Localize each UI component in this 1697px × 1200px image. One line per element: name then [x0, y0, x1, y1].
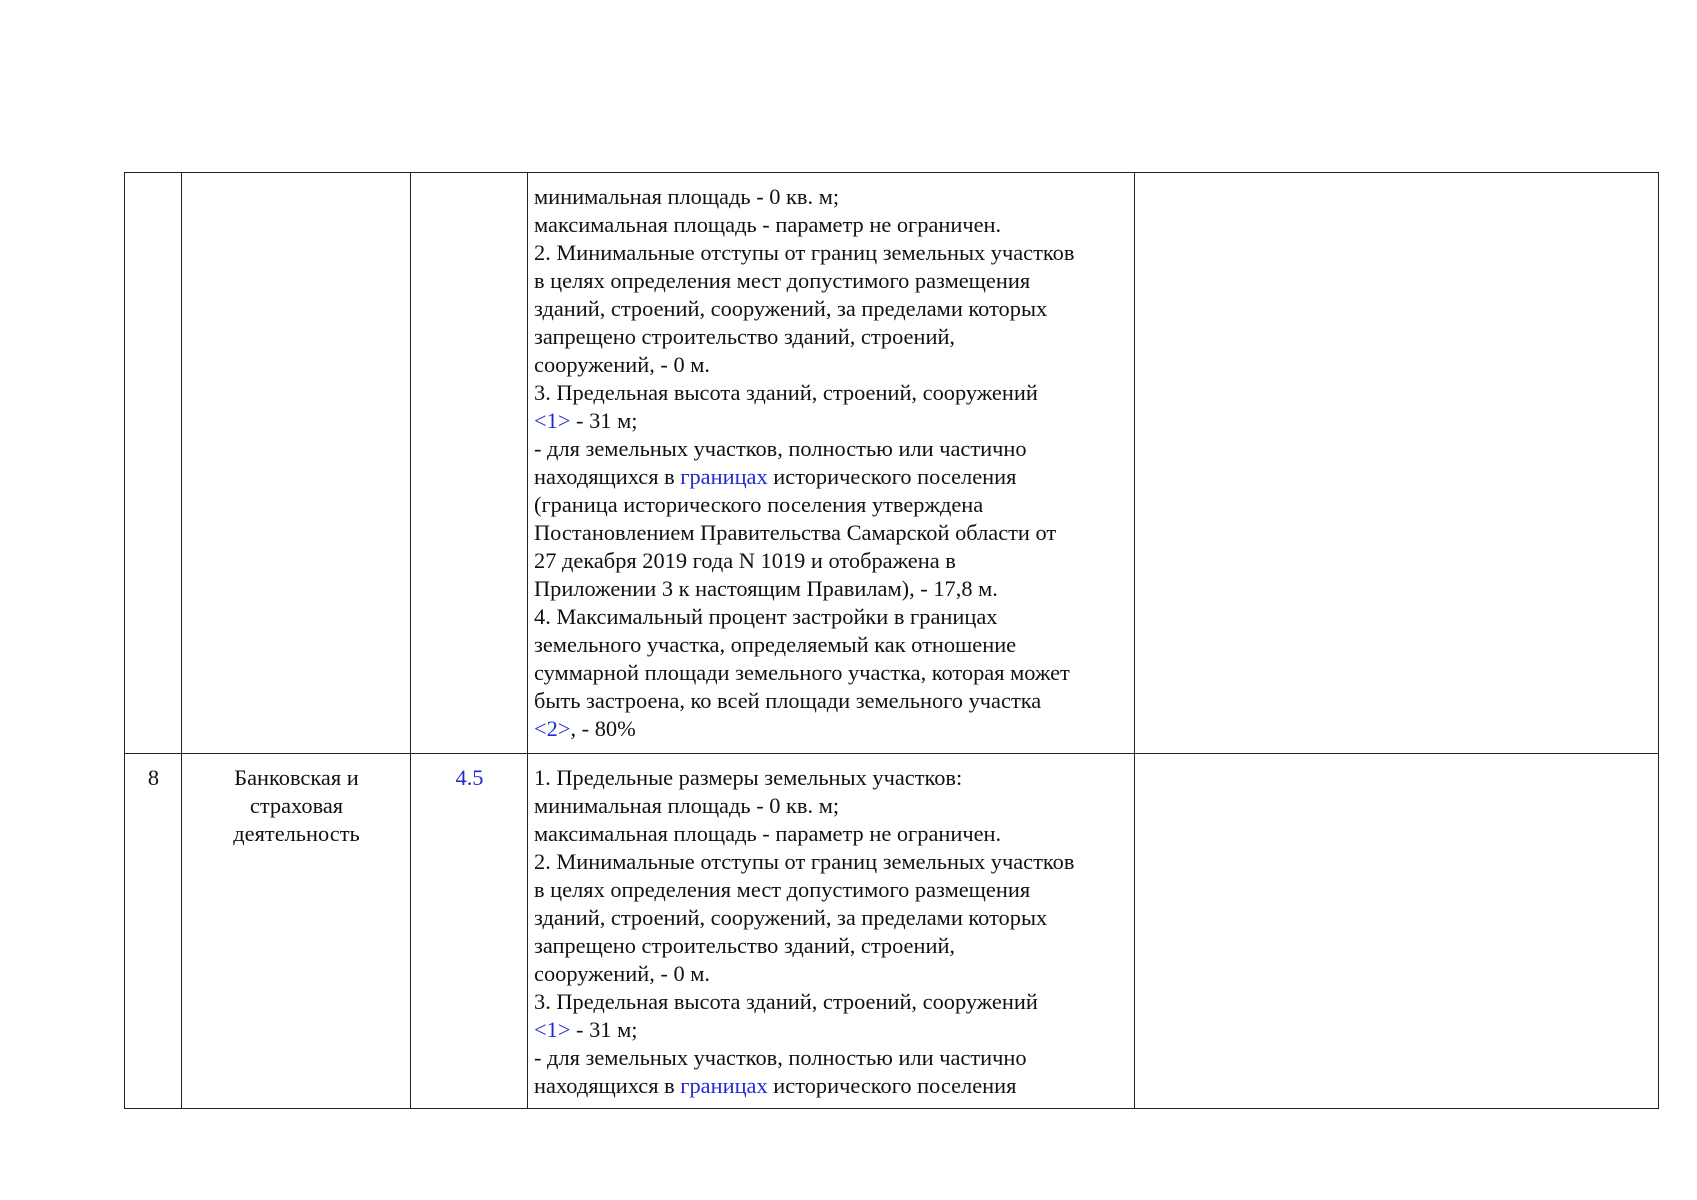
row-number-cell	[125, 173, 182, 754]
use-code-cell	[411, 754, 528, 1109]
text-run: запрещено строительство зданий, строений,	[534, 933, 956, 958]
text-run: находящихся в	[534, 464, 681, 489]
use-type-cell	[182, 173, 411, 754]
text-run: минимальная площадь - 0 кв. м;	[534, 793, 840, 818]
parameters-text	[528, 173, 1134, 751]
text-line	[534, 820, 1129, 848]
text-run: минимальная площадь - 0 кв. м;	[534, 184, 840, 209]
parameters-cell	[528, 754, 1135, 1109]
text-line	[534, 603, 1129, 631]
text-run: максимальная площадь - параметр не ограничен.	[534, 212, 1002, 237]
text-line	[534, 267, 1129, 295]
text-run: в целях определения мест допустимого размещения	[534, 268, 1031, 293]
text-run: 3. Предельная высота зданий, строений, сооружений	[534, 380, 1038, 405]
text-line	[534, 407, 1129, 435]
text-line: Банковская и	[234, 765, 359, 790]
table-row	[125, 754, 1659, 1109]
text-line	[534, 435, 1129, 463]
text-line	[534, 211, 1129, 239]
text-run: - 31 м;	[570, 408, 638, 433]
text-run: зданий, строений, сооружений, за пределами которых	[534, 905, 1048, 930]
text-run: 2. Минимальные отступы от границ земельных участков	[534, 849, 1075, 874]
text-run: (граница исторического поселения утверждена	[534, 492, 984, 517]
text-line	[534, 960, 1129, 988]
use-code-cell	[411, 173, 528, 754]
text-run: Постановлением Правительства Самарской области от	[534, 520, 1057, 545]
text-run: в целях определения мест допустимого размещения	[534, 877, 1031, 902]
text-line	[534, 351, 1129, 379]
text-run: земельного участка, определяемый как отношение	[534, 632, 1017, 657]
text-run: быть застроена, ко всей площади земельного участка	[534, 688, 1042, 713]
text-line	[534, 1016, 1129, 1044]
text-line	[534, 904, 1129, 932]
text-line	[534, 848, 1129, 876]
row-number: 8	[147, 765, 160, 790]
text-line	[534, 463, 1129, 491]
text-line	[534, 1072, 1129, 1100]
extra-cell	[1135, 754, 1659, 1109]
text-run: - 31 м;	[570, 1017, 638, 1042]
text-line	[534, 687, 1129, 715]
text-run: 27 декабря 2019 года N 1019 и отображена в	[534, 548, 956, 573]
text-run: исторического поселения	[767, 464, 1017, 489]
text-line	[534, 659, 1129, 687]
text-line	[534, 547, 1129, 575]
text-line	[534, 631, 1129, 659]
extra-text	[1135, 754, 1658, 772]
zoning-table	[124, 172, 1659, 1109]
extra-cell	[1135, 173, 1659, 754]
text-line	[534, 183, 1129, 211]
text-line: страховая	[249, 793, 344, 818]
use-type-name	[182, 173, 410, 191]
row-number	[125, 173, 181, 191]
use-code-link[interactable]: 4.5	[455, 765, 484, 790]
text-run: запрещено строительство зданий, строений,	[534, 324, 956, 349]
text-line	[534, 323, 1129, 351]
reference-link[interactable]: <2>	[534, 716, 571, 741]
text-line	[534, 764, 1129, 792]
reference-link[interactable]: границах	[680, 464, 768, 489]
use-type-name	[182, 754, 410, 856]
table-row	[125, 173, 1659, 754]
text-line	[534, 792, 1129, 820]
use-code-link[interactable]	[411, 173, 527, 191]
parameters-cell	[528, 173, 1135, 754]
text-run: сооружений, - 0 м.	[534, 352, 710, 377]
text-run: - для земельных участков, полностью или частично	[534, 1045, 1027, 1070]
text-run: 1. Предельные размеры земельных участков:	[534, 765, 963, 790]
reference-link[interactable]: <1>	[534, 1017, 571, 1042]
text-line	[534, 239, 1129, 267]
text-run: зданий, строений, сооружений, за пределами которых	[534, 296, 1048, 321]
extra-text	[1135, 173, 1658, 191]
text-run: , - 80%	[570, 716, 636, 741]
text-run: находящихся в	[534, 1073, 681, 1098]
text-line	[534, 575, 1129, 603]
text-line	[534, 295, 1129, 323]
reference-link[interactable]: границах	[680, 1073, 768, 1098]
parameters-text	[528, 754, 1134, 1108]
text-run: 4. Максимальный процент застройки в границах	[534, 604, 998, 629]
text-run: 2. Минимальные отступы от границ земельных участков	[534, 240, 1075, 265]
text-line	[534, 379, 1129, 407]
text-run: - для земельных участков, полностью или частично	[534, 436, 1027, 461]
text-run: суммарной площади земельного участка, которая может	[534, 660, 1070, 685]
reference-link[interactable]: <1>	[534, 408, 571, 433]
text-run: исторического поселения	[767, 1073, 1017, 1098]
text-line	[534, 715, 1129, 743]
text-run: сооружений, - 0 м.	[534, 961, 710, 986]
use-type-cell	[182, 754, 411, 1109]
text-line	[534, 519, 1129, 547]
text-line	[534, 1044, 1129, 1072]
text-run: максимальная площадь - параметр не ограничен.	[534, 821, 1002, 846]
text-line: деятельность	[233, 821, 360, 846]
text-run: 3. Предельная высота зданий, строений, сооружений	[534, 989, 1038, 1014]
text-line	[534, 932, 1129, 960]
row-number-cell	[125, 754, 182, 1109]
text-run: Приложении 3 к настоящим Правилам), - 17,8 м.	[534, 576, 998, 601]
text-line	[534, 876, 1129, 904]
text-line	[534, 988, 1129, 1016]
text-line	[534, 491, 1129, 519]
